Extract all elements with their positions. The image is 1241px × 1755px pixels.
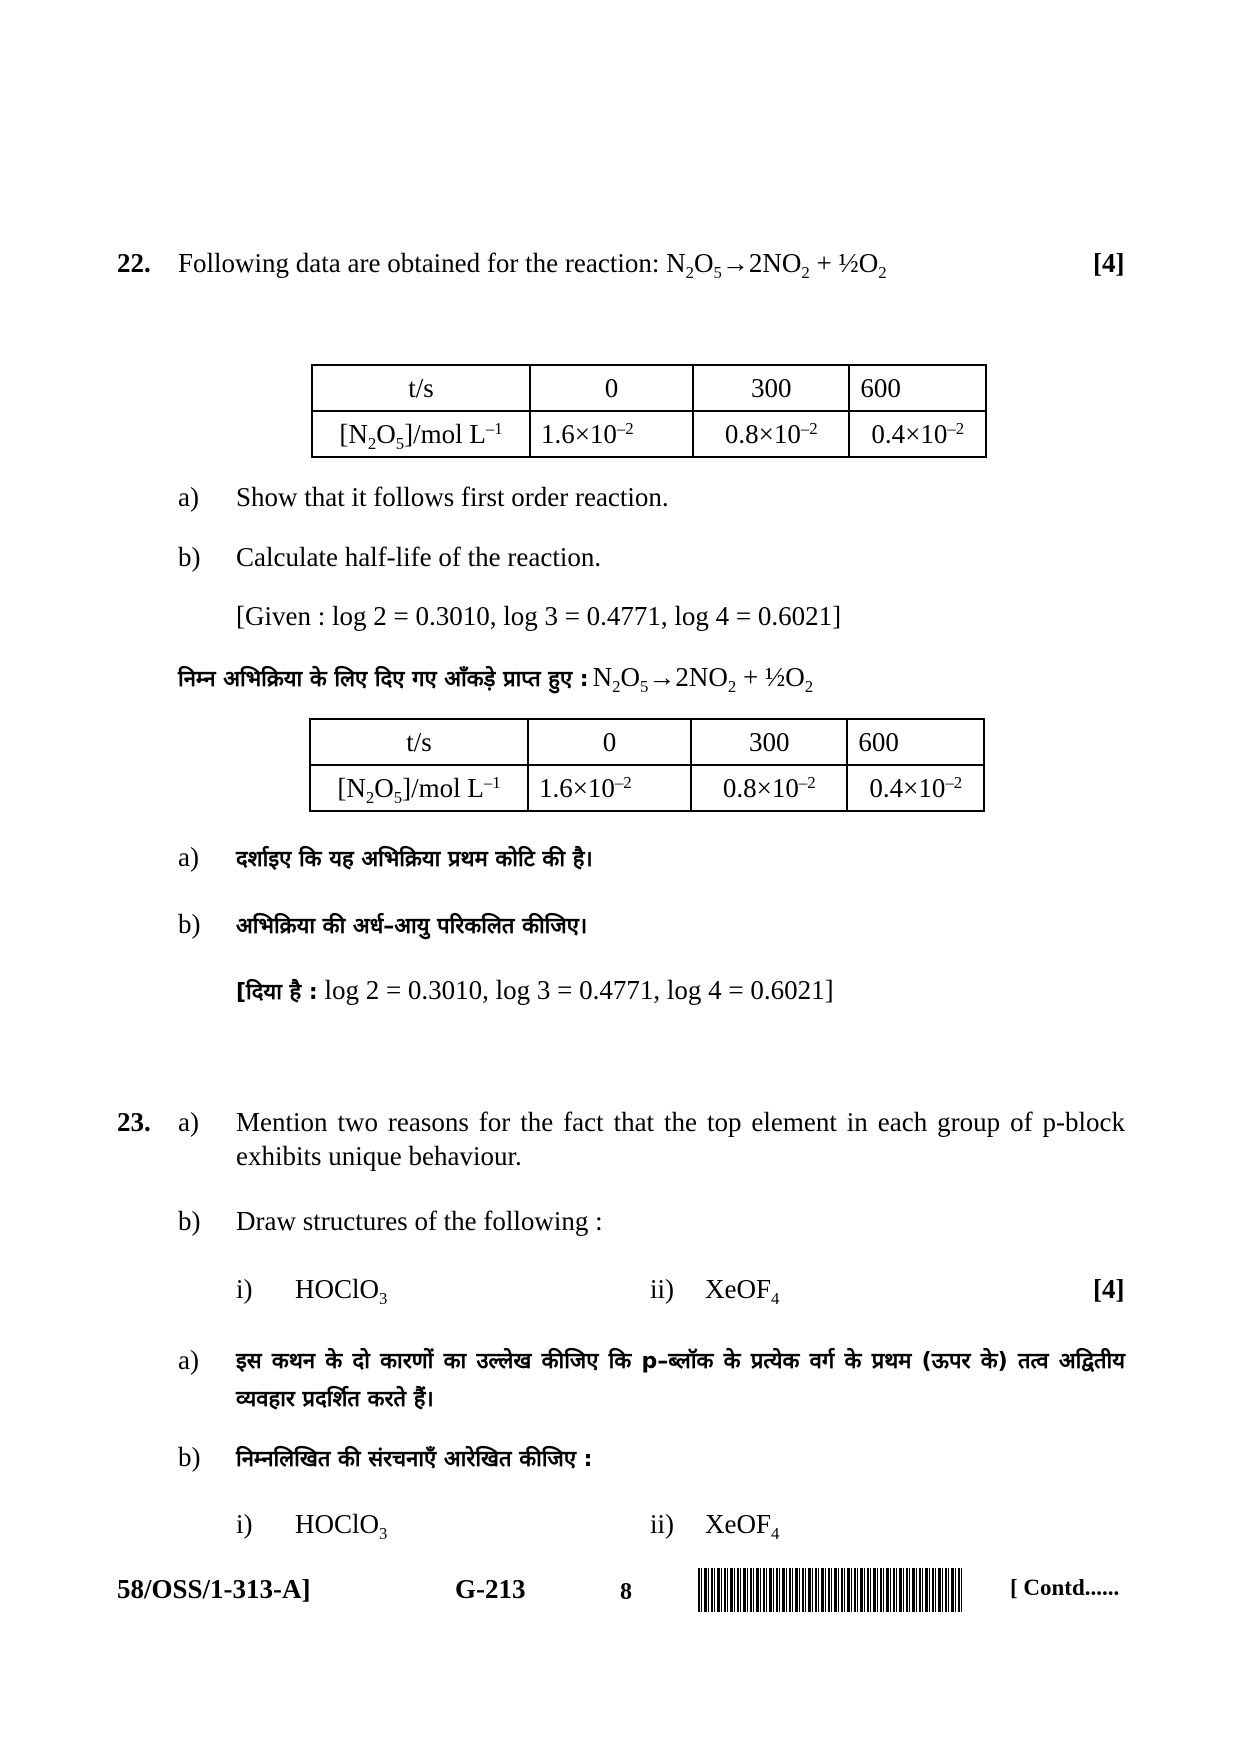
- q22-data-table: [311, 364, 987, 458]
- q22-hindi-b-text: अभिक्रिया की अर्ध–आयु परिकलित कीजिए।: [236, 914, 588, 939]
- footer-contd: [ Contd......: [1010, 1575, 1120, 1600]
- q22-a-label: a): [178, 482, 199, 512]
- q22-prompt: [178, 246, 887, 280]
- q22-b-text: Calculate half-life of the reaction.: [236, 542, 602, 572]
- q22-hindi-a-text: दर्शाइए कि यह अभिक्रिया प्रथम कोटि की है।: [236, 847, 593, 872]
- footer-page-number: 8: [620, 1579, 632, 1605]
- q22-hindi-b-label: b): [178, 909, 201, 939]
- footer-series: G-213: [455, 1574, 526, 1604]
- q22-marks: [4]: [1093, 248, 1125, 278]
- table-cell: $0.4\times 10^{-2}$: [849, 411, 986, 457]
- q23-hindi-a-text: इस कथन के दो कारणों का उल्लेख कीजिए कि p–ब्लॉक के प्रत्येक वर्ग के प्रथम (ऊपर के) तत्व अद्वितीय व्यवहार प्रदर्शित करते हैं।: [236, 1349, 1125, 1412]
- q23-hindi-b-label: b): [178, 1442, 201, 1472]
- q23-i-formula: HOClO$_3$: [295, 1274, 388, 1308]
- table-row: [312, 365, 986, 411]
- table-cell: $[N_2O_5]$/mol $L^{-1}$: [312, 411, 530, 457]
- q23-ii-formula: XeOF$_4$: [705, 1274, 780, 1308]
- q22-hindi-a-label: a): [178, 842, 199, 872]
- table-cell: t/s: [312, 365, 530, 411]
- q23-hindi-ii-label: ii): [650, 1509, 674, 1539]
- table-cell: $1.6\times 10^{-2}$: [528, 765, 691, 811]
- table-row: [310, 719, 984, 765]
- table-cell: 600: [847, 719, 984, 765]
- table-cell: $1.6\times 10^{-2}$: [530, 411, 693, 457]
- q23-b-label: b): [178, 1206, 201, 1236]
- table-cell: t/s: [310, 719, 528, 765]
- q23-hindi-b-text: निम्नलिखित की संरचनाएँ आरेखित कीजिए :: [236, 1447, 593, 1472]
- question-number-23: 23.: [117, 1107, 151, 1137]
- table-row: [312, 411, 986, 457]
- table-cell: 300: [691, 719, 847, 765]
- table-cell: $0.4\times 10^{-2}$: [847, 765, 984, 811]
- q22-a-text: Show that it follows first order reaction.: [236, 482, 669, 512]
- q22-hindi-data-table: [309, 718, 985, 812]
- q22-hindi-given: [दिया है : log 2 = 0.3010, log 3 = 0.4771, log 4 = 0.6021]: [236, 975, 834, 1005]
- q23-hindi-a-label: a): [178, 1345, 199, 1375]
- q23-marks: [4]: [1093, 1274, 1125, 1304]
- q22-intro: Following data are obtained for the reaction:: [178, 248, 660, 278]
- table-cell: $[N_2O_5]$/mol $L^{-1}$: [310, 765, 528, 811]
- q22-b-label: b): [178, 542, 201, 572]
- q22-hindi-reaction: $N_2O_5\to 2NO_2$ + $\frac{1}{2}O_2$: [592, 662, 814, 696]
- q22-hindi-intro: निम्न अभिक्रिया के लिए दिए गए आँकड़े प्राप्त हुए :: [178, 667, 589, 692]
- table-cell: 300: [693, 365, 849, 411]
- table-cell: $0.8\times 10^{-2}$: [691, 765, 847, 811]
- q22-reaction: $N_2O_5\to 2NO_2$ + $\frac{1}{2}O_2$: [666, 248, 887, 282]
- q23-hindi-i-label: i): [236, 1509, 253, 1539]
- q23-hindi-i-formula: HOClO$_3$: [295, 1509, 388, 1543]
- q23-i-label: i): [236, 1274, 253, 1304]
- q22-given: [Given : log 2 = 0.3010, log 3 = 0.4771, log 4 = 0.6021]: [236, 601, 842, 631]
- table-cell: $0.8\times 10^{-2}$: [693, 411, 849, 457]
- q23-a-text: Mention two reasons for the fact that the top element in each group of p-block exhibits unique behaviour.: [236, 1107, 1125, 1171]
- footer-paper-code: 58/OSS/1-313-A]: [117, 1574, 311, 1604]
- barcode-image: [698, 1568, 964, 1612]
- q22-hindi-prompt: [178, 660, 813, 694]
- q23-ii-label: ii): [650, 1274, 674, 1304]
- q23-hindi-ii-formula: XeOF$_4$: [705, 1509, 780, 1543]
- table-cell: 0: [530, 365, 693, 411]
- q23-b-text: Draw structures of the following :: [236, 1206, 603, 1236]
- question-number-22: 22.: [117, 248, 151, 278]
- table-cell: 0: [528, 719, 691, 765]
- table-cell: 600: [849, 365, 986, 411]
- q23-a-label: a): [178, 1107, 199, 1137]
- table-row: [310, 765, 984, 811]
